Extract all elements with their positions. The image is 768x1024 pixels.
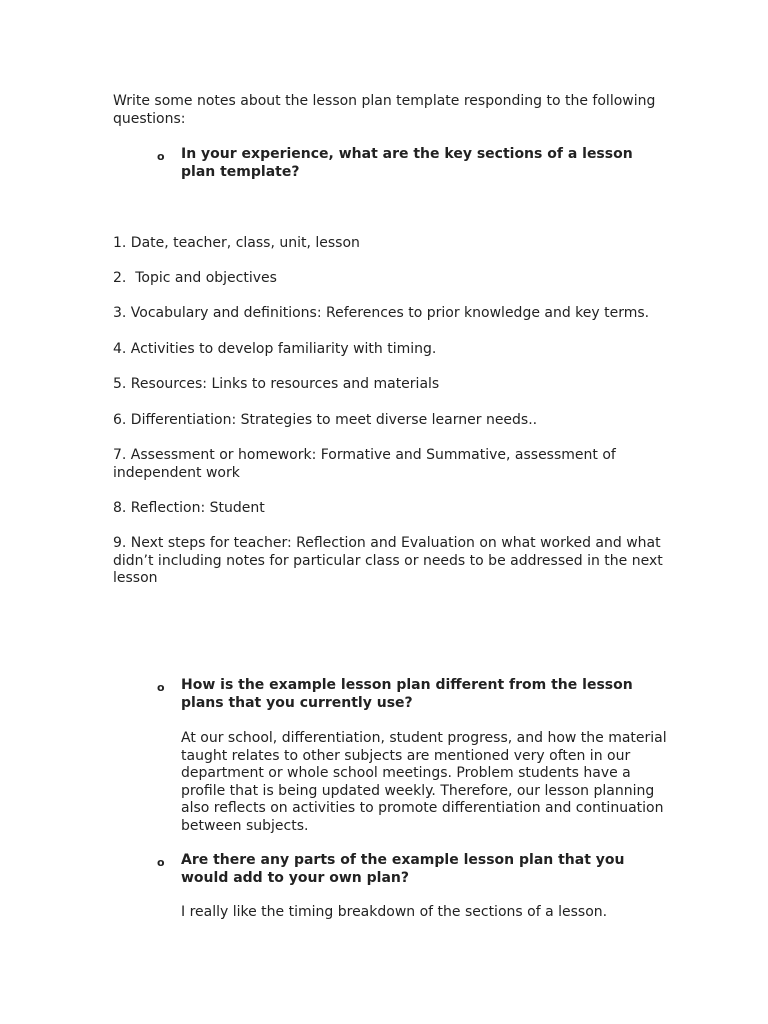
answer-2-paragraph: At our school, differentiation, student progress, and how the material taught relates to other subjects are mentioned very often in our department or whole school meetings. Problem students have a profile that is being updated weekly. Therefore, our lesson planning also reflects on activities to promote differentiation and continuation between subjects. bbox=[181, 730, 667, 834]
question-3-text: Are there any parts of the example lesson plan that you would add to your own plan? bbox=[181, 852, 625, 886]
bullet-marker: o bbox=[157, 681, 165, 694]
list-item-4: 4. Activities to develop familiarity with timing. bbox=[113, 341, 437, 357]
intro-paragraph: Write some notes about the lesson plan template responding to the following questions: bbox=[113, 93, 656, 127]
bullet-marker: o bbox=[157, 856, 165, 869]
list-item-7: 7. Assessment or homework: Formative and Summative, assessment of independent work bbox=[113, 447, 616, 481]
list-item-1: 1. Date, teacher, class, unit, lesson bbox=[113, 235, 360, 251]
list-item-8: 8. Reflection: Student bbox=[113, 500, 265, 516]
list-item-5: 5. Resources: Links to resources and materials bbox=[113, 376, 440, 392]
question-1-text: In your experience, what are the key sections of a lesson plan template? bbox=[181, 146, 633, 180]
list-item-3: 3. Vocabulary and definitions: References to prior knowledge and key terms. bbox=[113, 305, 650, 321]
list-item-2: 2. Topic and objectives bbox=[113, 270, 277, 286]
list-item-6: 6. Differentiation: Strategies to meet diverse learner needs.. bbox=[113, 412, 538, 428]
list-item-9: 9. Next steps for teacher: Reflection and Evaluation on what worked and what didn’t including notes for particular class or needs to be addressed in the next lesson bbox=[113, 535, 663, 586]
question-2-text: How is the example lesson plan different from the lesson plans that you currently use? bbox=[181, 677, 633, 711]
bullet-marker: o bbox=[157, 150, 165, 163]
answer-3-paragraph: I really like the timing breakdown of the sections of a lesson. bbox=[181, 904, 608, 920]
